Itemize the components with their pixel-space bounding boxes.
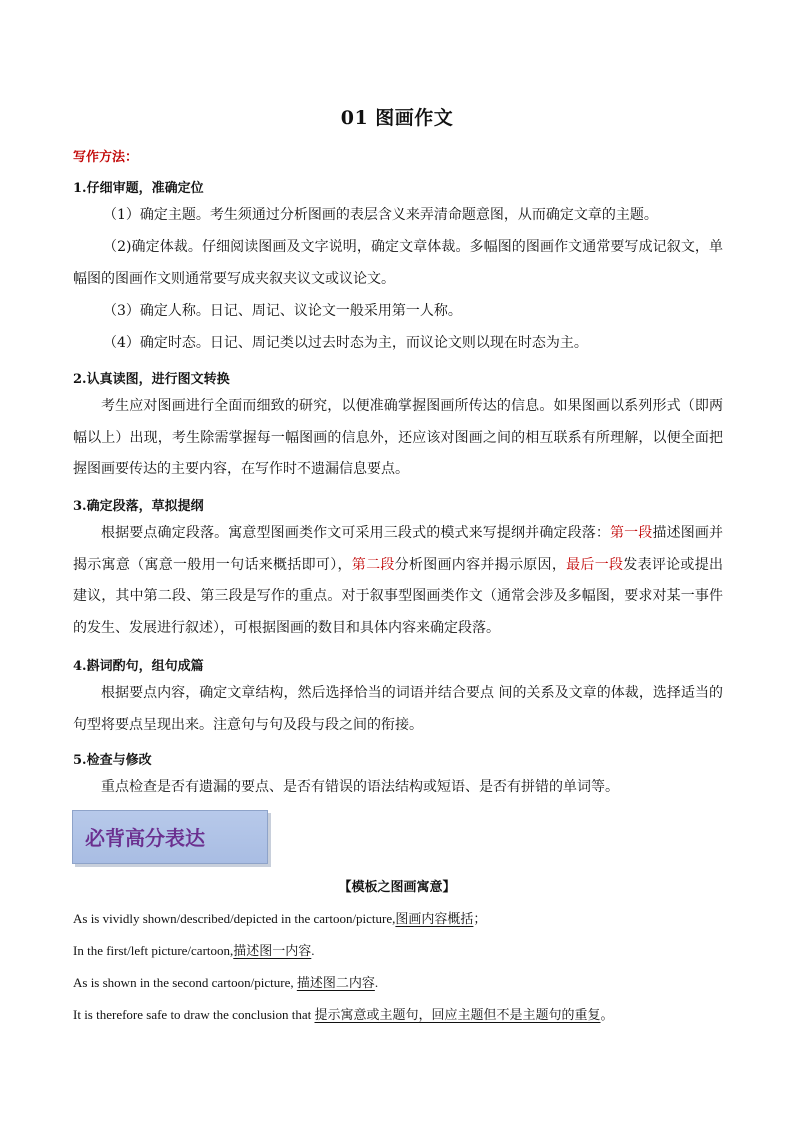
section-3-part-1: 根据要点确定段落。寓意型图画类作文可采用三段式的模式来写提纲并确定段落： xyxy=(101,525,611,541)
template-3-tail: . xyxy=(374,975,379,990)
banner-label: 必背高分表达 xyxy=(85,826,205,850)
template-1-text: As is vividly shown/described/depicted in the cartoon/picture, xyxy=(73,911,396,926)
section-1-item-2: （2)确定体裁。仔细阅读图画及文字说明，确定文章体裁。多幅图的图画作文通常要写成记叙文，单幅图的图画作文则通常要写成夹叙夹议文或议论文。 xyxy=(73,239,723,287)
template-2-tail: . xyxy=(311,943,315,958)
template-3-underlined: 描述图二内容 xyxy=(296,975,375,990)
section-2-heading: 2.认真读图，进行图文转换 xyxy=(73,372,230,387)
section-3-heading: 3.确定段落，草拟提纲 xyxy=(73,499,204,514)
template-line-4 xyxy=(73,1004,733,1023)
writing-method-label: 写作方法： xyxy=(73,150,139,165)
section-3-red-3: 最后一段 xyxy=(566,556,624,573)
page-title: 01 图画作文 xyxy=(340,107,454,129)
template-4-text: It is therefore safe to draw the conclusion that xyxy=(73,1007,315,1022)
section-3-part-4: 发表评论或提出建议，其中第二段、第三段是写作的重点。对于叙事型图画类作文（通常会涉及多幅图，要求对某一事件的发生、发展进行叙述），可根据图画的数目和具体内容来确定段落。 xyxy=(73,556,724,636)
template-2-underlined: 描述图一内容 xyxy=(233,943,312,958)
section-2-body: 考生应对图画进行全面而细致的研究，以便准确掌握图画所传达的信息。如果图画以系列形式（即两幅以上）出现，考生除需掌握每一幅图画的信息外，还应该对图画之间的相互联系有所理解，以便全面把握图画要传达的主要内容，在写作时不遗漏信息要点。 xyxy=(73,398,723,477)
section-3-part-2: 描述图画并揭示寓意（寓意一般用一句话来概括即可）， xyxy=(73,525,724,573)
template-heading: 【模板之图画寓意】 xyxy=(338,880,456,895)
section-1-heading: 1.仔细审题，准确定位 xyxy=(73,181,204,196)
template-3-text: As is shown in the second cartoon/picture, xyxy=(73,975,297,990)
section-4-heading: 4.斟词酌句，组句成篇 xyxy=(73,659,204,674)
template-1-underlined: 图画内容概括 xyxy=(395,911,474,926)
section-3-red-2: 第二段 xyxy=(351,556,395,573)
section-3-body xyxy=(73,518,723,644)
section-4-body: 根据要点内容，确定文章结构，然后选择恰当的词语并结合要点 间的关系及文章的体裁，选择适当的句型将要点呈现出来。注意句与句及段与段之间的衔接。 xyxy=(73,685,723,733)
section-1-item-1: （1）确定主题。考生须通过分析图画的表层含义来弄清命题意图，从而确定文章的主题。 xyxy=(103,207,658,223)
template-line-3 xyxy=(73,972,733,991)
section-5-body: 重点检查是否有遗漏的要点、是否有错误的语法结构或短语、是否有拼错的单词等。 xyxy=(101,779,619,795)
template-4-underlined: 提示寓意或主题句，回应主题但不是主题句的重复 xyxy=(314,1007,601,1022)
section-5-heading: 5.检查与修改 xyxy=(73,753,152,768)
template-line-2 xyxy=(73,940,733,959)
template-line-1 xyxy=(73,908,733,927)
section-3-red-1: 第一段 xyxy=(610,525,653,541)
section-3-part-3: 分析图画内容并揭示原因， xyxy=(394,556,567,573)
section-1-item-4: （4）确定时态。日记、周记类以过去时态为主，而议论文则以现在时态为主。 xyxy=(103,335,588,351)
template-2-text: In the first/left picture/cartoon, xyxy=(73,943,234,958)
template-1-tail: ； xyxy=(473,911,487,926)
section-1-item-3: （3）确定人称。日记、周记、议论文一般采用第一人称。 xyxy=(103,303,462,319)
must-memorize-banner xyxy=(72,810,268,864)
template-4-tail: 。 xyxy=(600,1007,614,1022)
